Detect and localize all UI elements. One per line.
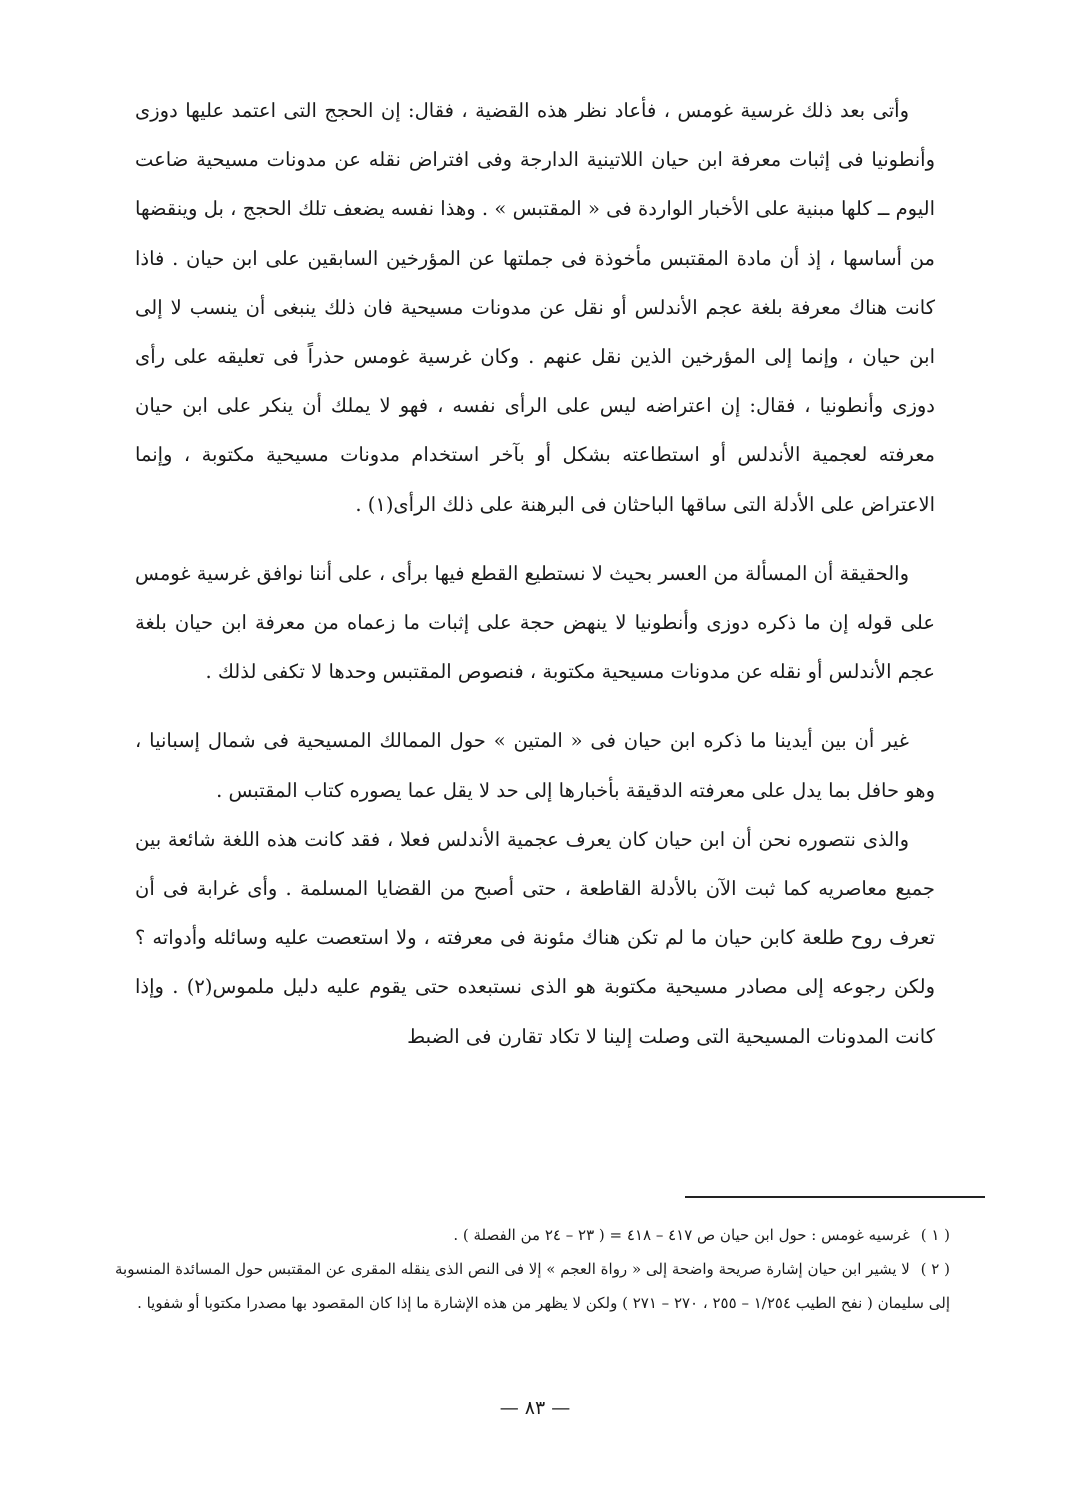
paragraph-3: غير أن بين أيدينا ما ذكره ابن حيان فى « المتين » حول الممالك المسيحية فى شمال إسبانيا ، وهو حافل بما يدل على معرفته الدقيقة بأخبارها إلى حد لا يقل عما يصوره كتاب المقتبس . [135,729,935,802]
footnote-text: غرسيه غومس : حول ابن حيان ص ٤١٧ – ٤١٨ = ( ٢٣ – ٢٤ من الفصلة ) . [453,1226,910,1244]
footnotes [115,1218,950,1320]
paragraph-1: وأتى بعد ذلك غرسية غومس ، فأعاد نظر هذه القضية ، فقال: إن الحجج التى اعتمد عليها دوزى وأنطونيا فى إثبات معرفة ابن حيان اللاتينية الدارجة وفى افتراض نقله عن مدونات مسيحية ضاعت اليوم ــ كلها مبنية على الأخبار الواردة فى « المقتبس » . وهذا نفسه يضعف تلك الحجج ، بل وينقضها من أساسها ، إذ أن مادة المقتبس مأخوذة فى جملتها عن المؤرخين السابقين على ابن حيان . فاذا كانت هناك معرفة بلغة عجم الأندلس أو نقل عن مدونات مسيحية فان ذلك ينبغى أن ينسب لا إلى ابن حيان ، وإنما إلى المؤرخين الذين نقل عنهم . وكان غرسية غومس حذراً فى تعليقه على رأى دوزى وأنطونيا ، فقال: إن اعتراضه ليس على الرأى نفسه ، فهو لا يملك أن ينكر على ابن حيان معرفته لعجمية الأندلس أو استطاعته بشكل أو بآخر استخدام مدونات مسيحية مكتوبة ، وإنما الاعتراض على الأدلة التى ساقها الباحثان فى البرهنة على ذلك الرأى(١) . [135,99,935,516]
paragraph-2: والحقيقة أن المسألة من العسر بحيث لا نستطيع القطع فيها برأى ، على أننا نوافق غرسية غومس على قوله إن ما ذكره دوزى وأنطونيا لا ينهض حجة على إثبات ما زعماه من معرفة ابن حيان بلغة عجم الأندلس أو نقله عن مدونات مسيحية مكتوبة ، فنصوص المقتبس وحدها لا تكفى لذلك . [135,561,935,684]
footnote-number: ( ٢ ) [920,1260,950,1278]
footnote-number: ( ١ ) [920,1226,950,1244]
page-number: — ٨٣ — [499,1397,571,1419]
footnote-1 [115,1218,950,1252]
footnote-separator [685,1196,985,1198]
paragraph-4: والذى نتصوره نحن أن ابن حيان كان يعرف عجمية الأندلس فعلا ، فقد كانت هذه اللغة شائعة بين جميع معاصريه كما ثبت الآن بالأدلة القاطعة ، حتى أصبح من القضايا المسلمة . وأى غرابة فى أن تعرف روح طلعة كابن حيان ما لم تكن هناك مئونة فى معرفته ، ولا استعصت عليه وسائله وأدواته ؟ ولكن رجوعه إلى مصادر مسيحية مكتوبة هو الذى نستبعده حتى يقوم عليه دليل ملموس(٢) . وإذا كانت المدونات المسيحية التى وصلت إلينا لا تكاد تقارن فى الضبط [135,827,936,1048]
footnote-2 [115,1252,950,1320]
main-text [135,86,935,1061]
footnote-text: لا يشير ابن حيان إشارة صريحة واضحة إلى « رواة العجم » إلا فى النص الذى ينقله المقرى عن المقتبس حول المسائدة المنسوبة إلى سليمان ( نفح الطيب ١/٢٥٤ – ٢٥٥ ، ٢٧٠ – ٢٧١ ) ولكن لا يظهر من هذه الإشارة ما إذا كان المقصود بها مصدرا مكتوبا أو شفويا . [115,1260,950,1312]
